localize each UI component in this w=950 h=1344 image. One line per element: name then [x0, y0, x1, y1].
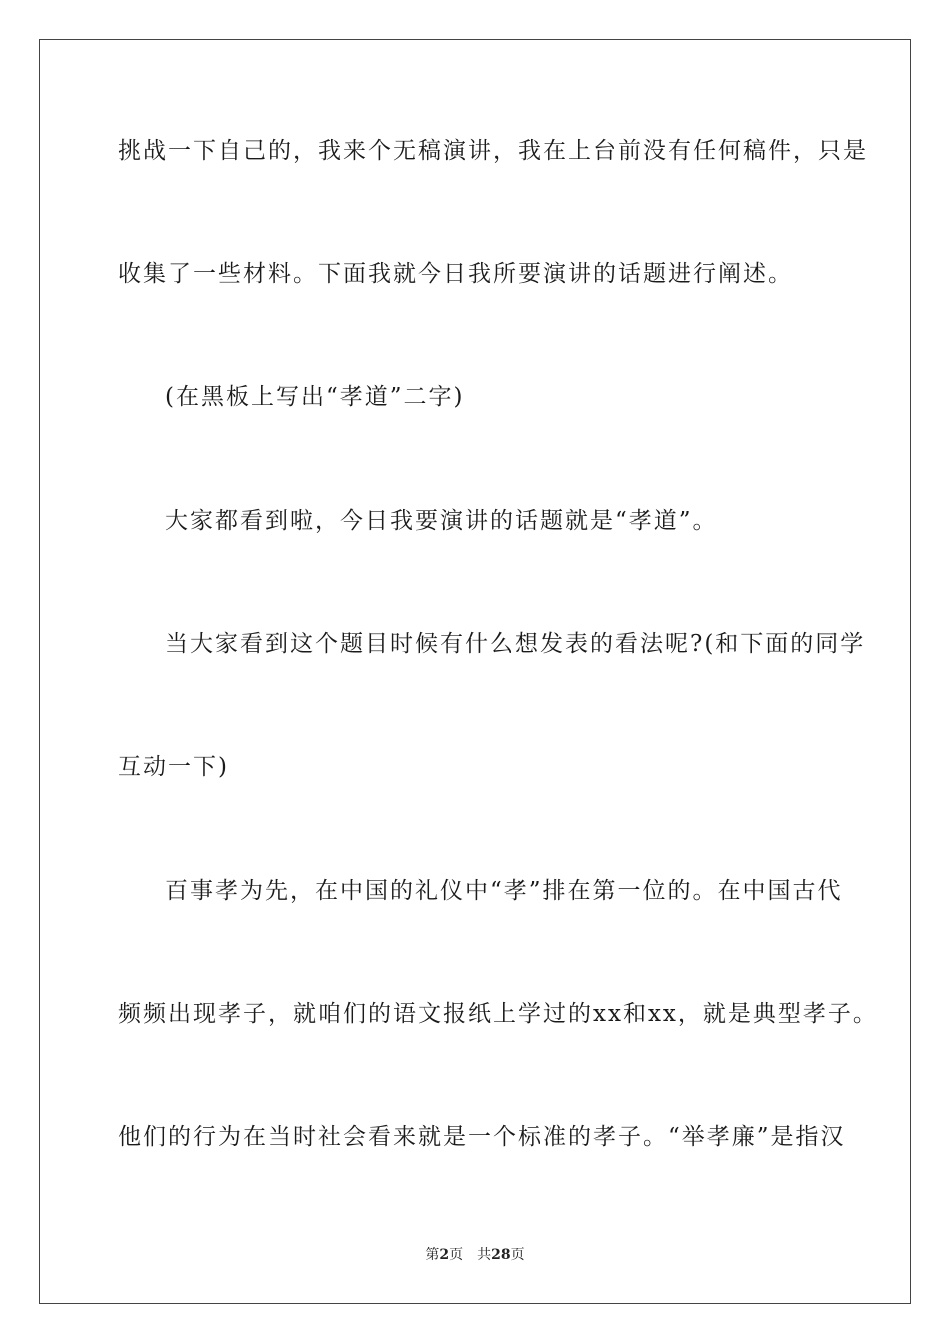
page-footer: [0, 1245, 950, 1265]
text-line-9: 他们的行为在当时社会看来就是一个标准的孝子。“举孝廉”是指汉: [118, 1124, 846, 1150]
text-line-3: (在黑板上写出“孝道”二字): [165, 384, 465, 410]
total-suffix: 页: [510, 1247, 525, 1263]
text-line-1: 挑战一下自己的，我来个无稿演讲，我在上台前没有任何稿件，只是: [118, 138, 868, 164]
total-pages: 28: [491, 1247, 511, 1263]
text-line-2: 收集了一些材料。下面我就今日我所要演讲的话题进行阐述。: [118, 261, 793, 287]
page-suffix: 页: [449, 1247, 464, 1263]
text-line-8: 频频出现孝子，就咱们的语文报纸上学过的xx和xx，就是典型孝子。: [118, 1001, 878, 1027]
page-number: 2: [439, 1247, 450, 1263]
text-line-5: 当大家看到这个题目时候有什么想发表的看法呢?(和下面的同学: [165, 631, 866, 657]
text-line-7: 百事孝为先，在中国的礼仪中“孝”排在第一位的。在中国古代: [165, 878, 843, 904]
page-prefix: 第: [425, 1247, 440, 1263]
total-prefix: 共: [477, 1247, 492, 1263]
page-border: [39, 39, 911, 1304]
text-line-6: 互动一下): [118, 754, 229, 780]
text-line-4: 大家都看到啦，今日我要演讲的话题就是“孝道”。: [165, 508, 718, 534]
